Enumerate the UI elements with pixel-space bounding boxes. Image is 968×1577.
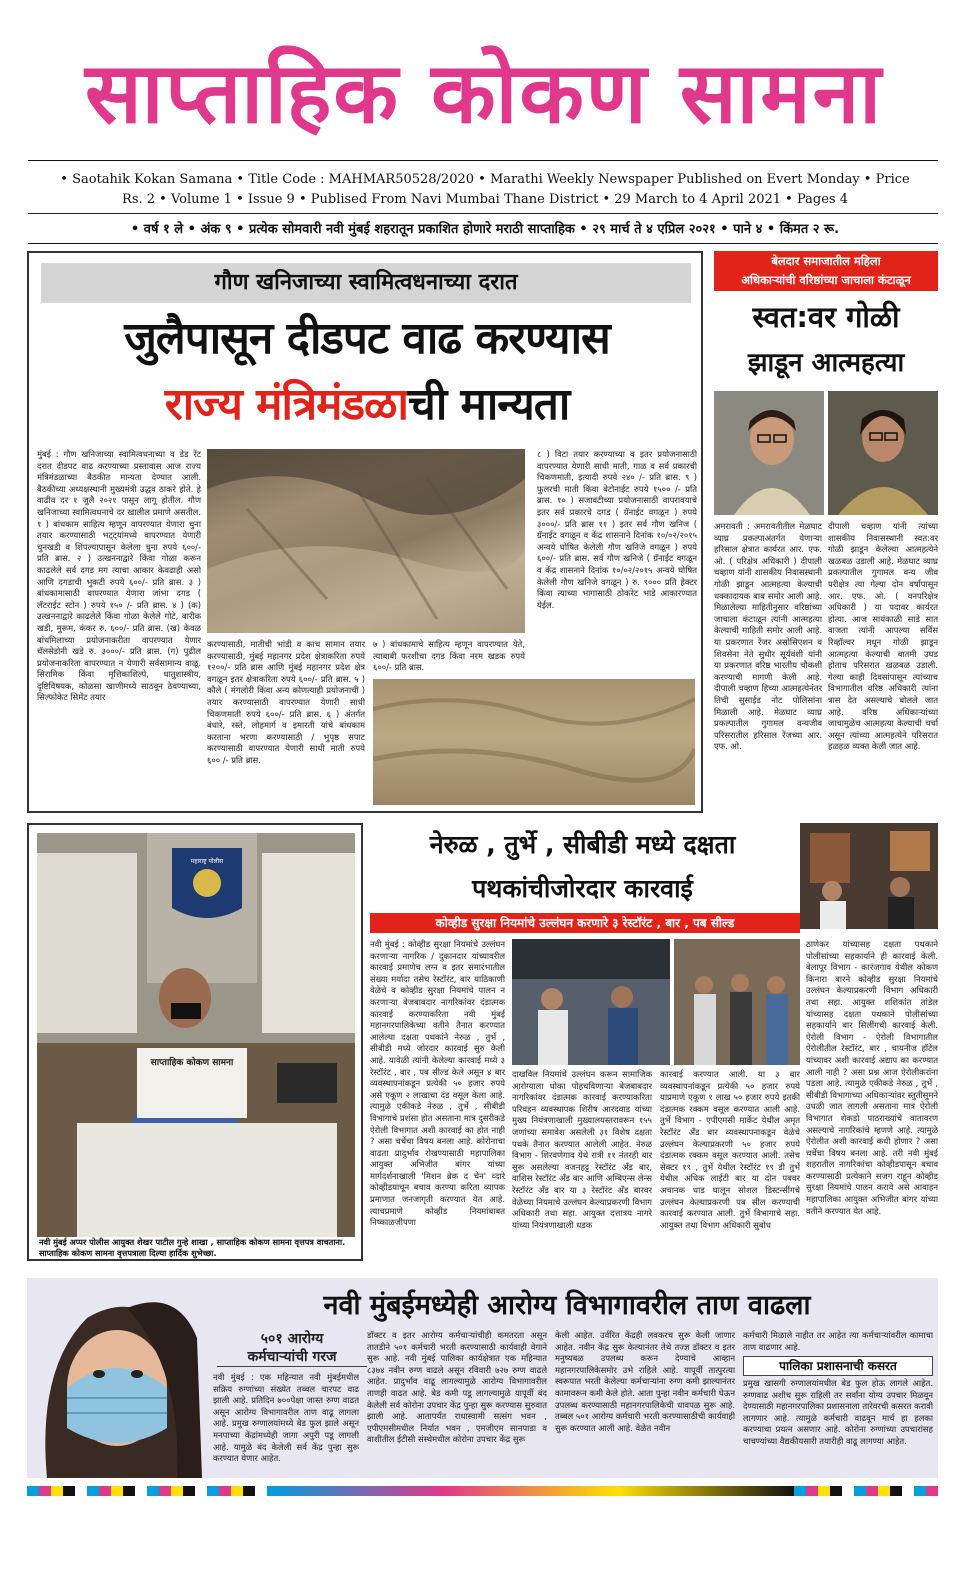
story-column: ठाणेकर यांच्यासह दक्षता पथकाने पोलीसांच्या सहकार्याने ही कारवाई केली. बेलापूर विभाग - कारंजगाव येथील कोकण किनारा बारने कोव्हीड सुरक्षा नियमांचे उल्लंघन केल्याप्रकरणी विभाग अधिकारी तथा सहा. आयुक्त शशिकांत तांडेल यांच्यासह दक्षता पथकाने पोलीसांच्या सहकार्याने बार सिलींगची कारवाई केली. ऐरोली विभाग - ऐरोली विभागातील ऐरोलीतील रेस्टॉरंट, बार , चायनीज हॉटेल यांच्यावर अशी कारवाई अद्याप का करण्यात आली नाही ? असा प्रश्न आज ऐरोलीकरांना पडला आहे. त्यामुळे एकीकडे नेरुळ , तुर्भे , सीबीडी विभागाच्या अधिकाऱ्यांवर स्तुतीसुमने उधळी जात लागली असताना मात्र ऐरोली विभागात शेकडो पाठराख्यांचे वातावरण असल्याचे नागरिकांचे म्हणणे आहे. त्यामुळे ऐरोलीत अशी कारवाई कधी होणार ? असा चर्चेचा विषय बनला आहे. तरी नवी मुंबई शहरातील नागरिकांचा कोव्हीडपासून बचाव करण्यासाठी प्रत्येकाने सजग राहून कोव्हीड सुरक्षा नियमांचे पालन करावे असे आवाहन महापालिका आयुक्त अभिजीत बांगर यांच्या वतीने करण्यात येत आहे. (806, 939, 938, 1216)
portrait-photo (714, 391, 824, 515)
masthead-title: साप्ताहिक कोकण सामना (84, 44, 884, 142)
quarry-texture (207, 449, 525, 633)
side-head-2: कर्मचाऱ्यांची गरज (217, 1348, 367, 1367)
story-column: करण्यासाठी, मातीची भांडी व काच सामान तयार करण्यासाठी, मुंबई महानगर प्रदेश क्षेत्राकरिता रुपये १२००/- प्रति ब्रास आणि मुंबई महानगर प्रदेश क्षेत्र वगळून इतर क्षेत्राकरिता रुपये ६००/- प्रति ब्रास. ५ ) कौले ( मंगलोरी किंवा अन्य कोणत्याही प्रयोजनाची ) तयार करण्यासाठी वापरण्यात येणारी साधी चिकणमाती रुपये ६००/- प्रति ब्रास. ६ ) अंतर्गत बंधारे, रस्ते, लोहमार्ग व इमारती यांचे बांधकाम करताना भरणा करण्यासाठी / भुपृष्ठ सपाट करण्यासाठी वापरण्यात येणारी साधी माती रुपये ६०० /- प्रति ब्रास. (207, 639, 365, 765)
story-column: कारवाई करण्यात आली. या ३ बार व्यवस्थापनांकडून प्रत्येकी ५० हजार रुपये याप्रमाणे एकूण १ लाख ५० हजार रुपये इतकी दंडात्मक रक्कम वसूल करण्यात आली आहे. तुर्भे विभाग - एपीएमसी मार्केट येथील अमृत रेस्टॉरंट अँड बार व्यवस्थापनाकडून वेळेचे उल्लंघन केल्याप्रकरणी ५० हजार रुपये दंडात्मक रक्कम वसूल करण्यात आली. तसेच सेक्टर १९ , तुर्भे येथील रेस्टॉरंट १९ डी तुर्भे येथील अधिक लाईटी बार या दोन पबवर अचानक धाड घालून सोशल डिस्टन्सींगचे उल्लंघन केल्याप्रकरणी पब सील करण्याची कारवाई करण्यात आली. तुर्भे विभागाचे सहा. आयुक्त तथा विभाग अधिकारी सुबोध (660, 1069, 800, 1230)
story-vigilance (370, 823, 938, 1261)
divider (28, 213, 938, 214)
story-headline-2 (37, 375, 697, 435)
kicker-line: बेलदार समाजातील महिला (771, 254, 881, 268)
raid-photo-small (800, 823, 938, 929)
story-column: दाखविल नियमांचे उल्लंघन करून सामाजिक आरोग्याला धोका पोहचविणाऱ्या बेजबाबदार नागरिकांवर दंडात्मक कारवाई करण्याकरिता परिवहन व्यवस्थापक शिरीष आरदवाड यांच्या मुख्य नियंत्रणाखाली मुख्यालयस्तरावरून १५५ जणांच्या समावेश असलेली ३१ विशेष दक्षता पथके तैनात करण्यात आलेली आहेत. नेरुळ विभाग - शिरवणेगाव येथे रात्री ११ नंतरही बार सुरू असलेल्या वजनहट्ट रेस्टॉरंट अँड बार, वाशिस रेस्टॉरंट अँड बार आणि अम्बिएन्स लेन्स रेस्टॉरंट अँड बार या ३ रेस्टॉरंट अँड बारवर वेळेच्या नियमाचे उल्लंघन केल्याप्रकरणी विभाग अधिकारी तथा सहा. आयुक्त दत्तात्रय नागरे यांच्या नियंत्रणाखाली धडक (512, 1069, 652, 1230)
story-subhead: कोव्हीड सुरक्षा नियमांचे उल्लंघन करणारे ३ रेस्टॉरंट , बार , पब सील्ड (370, 913, 800, 933)
story-kicker: गौण खनिजाच्या स्वामित्वधनाच्या दरात (41, 263, 691, 303)
story-headline-2: पथकांचीजोरदार कारवाई (472, 874, 693, 903)
raid-scene (674, 939, 800, 1065)
story-headline: नेरुळ , तुर्भे , सीबीडी मध्ये दक्षता (429, 830, 736, 859)
portrait-figure (714, 391, 824, 515)
office-scene (37, 833, 355, 1237)
kicker-line: अधिकाऱ्यांची वरिष्ठांच्या जाचाला कंटाळून (741, 273, 911, 287)
police-badge-icon: महाराष्ट्र पोलीस (190, 858, 224, 865)
raid-photo-right (674, 939, 800, 1065)
story-photo-officer (27, 823, 363, 1261)
raid-scene (800, 823, 938, 929)
story-column: ८ ) विटा तयार करण्याच्या व इतर प्रयोजनासाठी वापरण्यात येणारी साधी माती, गाळ व सर्व प्रकारची चिकणमाती, इत्यादी रुपये २४० /- प्रति ब्रास. ९ ) फुलरची माती किंवा बेटोनाईट रुपये १५०० /- प्रति ब्रास. १० ) सजावटीच्या प्रयोजनासाठी वापरावयाचे इतर सर्व प्रकारचे दगड ( ग्रॅनाईट वगळून ) रुपये ३०००/- प्रति ब्रास ११ ) इतर सर्व गौण खनिज ( ग्रॅनाईट वगळून व केंद्र शासनाने दिनांक १०/०२/२०१५ अन्वये घोषित केलेली गौण खनिजे वगळून ) रुपये ६००/- प्रति ब्रास. सर्व गौण खनिजे ( ग्रॅनाईट वगळून व केंद्र शासनाने दिनांक १०/०२/२०१५ अन्वये घोषित केलेली गौण खनिजे वगळून ) रु. ९००० प्रति हेक्टर किंवा त्याच्या भागासाठी ठोकरेट भाडे आकारण्यात येईल. (537, 449, 697, 610)
meta-english-line2: Rs. 2 • Volume 1 • Issue 9 • Publised From Navi Mumbai Thane District • 29 March to 4 April 2021 • Pages 4 (122, 192, 848, 207)
color-calibration-bar (27, 1486, 938, 1496)
headline-red-part: राज्य मंत्रिमंडळा (164, 379, 408, 430)
story-column: प्रमुख खासगी रुग्णालयांमधील बेड फुल होऊ लागले आहेत. रुग्णवाढ अशीच सुरू राहिली तर सर्वांना योग्य उपचार मिळवून देण्यासाठी महानगरपालिका प्रशासनाला तारेवरची कसरत करावी लागणार आहे. त्यामुळे कर्मचारी वाढवून मार्च हा हलका करण्याचा प्रयत्न असणार आहे. कोरोना रुग्णांच्या उपचारांसह चाचण्यांच्या वैद्यकीयसारी तयारीही वाढू लागण्या आहेत. (743, 1378, 933, 1446)
story-column: अमरावती : अमरावतीतील मेळघाट व्याघ्र प्रकल्पाअंतर्गत येणाऱ्या हरिसाल क्षेत्रात कार्यरत आर. एफ. ओ. ( परिक्षेत्र अधिकारी ) दीपाली चव्हाण यांनी शासकीय निवासस्थानी गोळी झाडून आत्महत्या केल्याची धक्कादायक बाब समोर आली आहे. मिळालेल्या माहितीनुसार वरिष्ठांच्या जाचाला कंटाळून त्यांनी आत्महत्या केल्याची माहिती समोर आली आहे. या प्रकरणात रेंजर असोसिएशन व शिवसेना नेते सुधीर सूर्यवंशी यांनी या प्रकरणात वरिष्ठ भारतीय चौकशी करण्याची मागणी केली आहे. दीपाली चव्हाण हिच्या आत्महत्येनंतर तिची सुसाईड नोट पोलिसांना मिळाली आहे. मेळघाट व्याघ्र प्रकल्पातील गुगामल वन्यजीव परिसरातील हरिसाल रेंजच्या आर. एफ. ओ. (714, 521, 822, 752)
portrait-photo-uniform (828, 391, 938, 515)
quarry-photo (207, 449, 525, 633)
meta-english-line1: • Saotahik Kokan Samana • Title Code : MAHMAR50528/2020 • Marathi Weekly Newspaper Published on Evert Monday • Price (60, 172, 910, 187)
story-column: डॉक्टर व इतर आरोग्य कर्मचाऱ्यांचीही कमतरता असून तातडीने ५०१ कर्मचारी भरती करण्यासाठी कार्यवाही वेगाने सुरू आहे. नवी मुंबई पालिका कार्यक्षेत्रात एक महिन्यात ८३७४ नवीन रुग्ण वाढले असून रविवारी ७२७ रुग्ण वाढले आहेत. प्रादुर्भाव वाढू लागल्यामुळे आरोग्य विभागावरील ताणही वाढत आहे. बेड कमी पडू लागल्यामुळे यापूर्वी बंद केलेली सर्व कोरोना उपचार केंद्र पुन्हा सुरू करण्यास सुरुवात झाली आहे. आतापर्यंत राधास्वामी सत्संग भवन , एपीएमसीमधील निर्यात भवन , एमजीएम सानपाडा व वाशीतील ईटीसी संस्थेमधील कोरोना उपचार केंद्र सुरू (367, 1330, 547, 1445)
divider (28, 160, 938, 161)
story-column: कर्मचारी मिळाले नाहीत तर आहेत त्या कर्मचाऱ्यांवरील कामाचा ताण वाढणार आहे. (743, 1330, 933, 1352)
soil-texture (373, 679, 695, 805)
story-kicker (714, 251, 938, 291)
side-box-head: पालिका प्रशासनाची कसरत (743, 1356, 933, 1376)
officer-photo (37, 833, 355, 1237)
story-column: नवी मुंबई : कोव्हीड सुरक्षा नियमांचे उल्लंघन करणाऱ्या नागरिक / दुकानदार यांच्यावरील कारवाई प्रमाणेच लग्न व इतर समारंभातील संख्या मर्यादा तसेच रेस्टॉरंट, बार याठिकाणी वेळेचे व कोव्हीड सुरक्षा नियमांचे पालन न करणाऱ्या बेजबाबदार नागरिकांवर दंडात्मक कारवाई करण्याकरिता नवी मुंबई महानगरपालिकेच्या वतीने तैनात करण्यात आलेल्या दक्षता पथकांने नेरुळ , तुर्भे , सीबीडी मध्ये जोरदार कारवाई सुरु केली आहे. यावेळी त्यांनी केलेल्या कारवाई मध्ये ३ रेस्टॉरंट , बार , पब सील्ड केले असून ४ बार व्यवस्थापनांकडून प्रत्येकी ५० हजार रुपये असे एकूण २ लाखाचा दंड वसूल केला आहे. त्यामुळे एकीकडे नेरुळ , तुर्भे , सीबीडी विभागाचे प्रशंसा होत असताना मात्र दुसरीकडे ऐरोली विभागात अशी कारवाई का होत नाही ? असा चर्चेचा विषय बनला आहे. कोरोनाचा वाढता प्रादुर्भाव रोखण्यासाठी महापालिका आयुक्त अभिजीत बांगर यांच्या मार्गदर्शनाखाली 'मिशन ब्रेक द चेन' व्दारे कोव्हीडयाचून बचाव करण्या करिता व्यापक प्रमाणात जनजागृती करण्यात येत आहे. त्याचप्रमाणे कोव्हीड नियमांबाबत निष्काळजीपणा (370, 939, 505, 1228)
story-column: मुंबई : गौण खनिजाच्या स्वामित्वधनाच्या व डेड रेंट दरात दीडपट वाढ करण्याच्या प्रस्तावास आज राज्य मंत्रिमंडळाच्या बैठकीत मान्यता देण्यात आली. बैठकीच्या अध्यक्षस्थानी मुख्यमंत्री उद्धव ठाकरे होते. हे वाढीव दर १ जुलै २०२१ पासून लागू होतील. गौण खनिजाच्या स्वामित्वधनाचे दर खालील प्रमाणे असतील. १ ) बांधकाम साहित्य म्हणून वापरण्यात येणारा चुना तयार करण्यासाठी भट्ट्यांमध्ये वापरण्यात येणारी चुनखडी व शिंपल्यापासून केलेला चुना रुपये ६००/- प्रति ब्रास. २ ) उत्खननाद्वारे किंवा गोळा करून काढलेले सर्व दगड मग त्याचा आकार केवढाही असो आणि दगडाची भुकटी रुपये ६००/- प्रति ब्रास. ३ ) बांधकामासाठी वापरण्यात येणारा जांभा दगड ( लॅटराईट स्टोन ) रुपये १५० /- प्रति ब्रास. ४ ) (क) उत्खननाद्वारे काढलेले किंवा गोळा केलेले गोटे, बारीक खडी, मुरूम, कंकर रु. ६००/- प्रति ब्रास. (ख) केवळ बांधमिलाच्या प्रयोजनाकरीता वापरण्यात येणार चॅलसेडोनी खडे रु. ३०००/- प्रति ब्रास. (ग) पुढील प्रयोजनाकरिता वापरण्यात न येणारी सर्वसामान्य वाळू. सिरामिक किंवा मृत्तिकाशिल्पे, धातुशास्त्रीय, दृष्टिविषयक, कोळसा खाणीमध्ये साठवून ठेवण्याच्या, सिल्फोकेट सिमेंट तयार (37, 449, 201, 703)
masked-woman-illustration (27, 1278, 207, 1478)
story-headline-2: झाडून आत्महत्या (747, 348, 905, 378)
story-column: ७ ) बांधकामाचे साहित्य म्हणून वापरण्यात येते, त्याबाबी फरशीचा दगड किंवा नरम खडक रुपये ६००/- प्रति ब्रास. (373, 639, 525, 673)
meta-marathi-line: • वर्ष १ ले • अंक ९ • प्रत्येक सोमवारी नवी मुंबई शहरातून प्रकाशित होणारे मराठी साप्ताहिक • २९ मार्च ते ४ एप्रिल २०२१ • पाने ४ • किंमत २ रू. (130, 222, 840, 237)
story-column: केली आहेत. उर्वरित केंद्रही लवकरच सुरू केली जाणार आहेत. नवीन केंद्र सुरू केल्यानंतर तेथे तज्ज्ञ डॉक्टर व इतर मनुष्यबळ उपलब्ध करून देण्याचे आव्हान महानगरपालिकेसमोर उभे राहिले आहे. यापूर्वी तात्पुरत्या स्वरूपात भरती केलेल्या कर्मचाऱ्यांना रुग्ण कमी झाल्यानंतर कामावरून कमी केले होते. आता पुन्हा नवीन कर्मचारी घेऊन उपलब्ध करण्यासाठी महानगरपालिकेची धावपळ सुरू आहे. तब्बल ५०१ आरोग्य कर्मचारी भरती करण्यासाठीची कार्यवाही सुरू करण्यात आली आहे. वेळेत नवीन (555, 1330, 735, 1433)
raid-photo-left (512, 939, 670, 1065)
story-headline: जुलैपासून दीडपट वाढ करण्यास (124, 313, 610, 364)
story-headline: स्वत:वर गोळी (752, 300, 900, 334)
portrait-figure (828, 391, 938, 515)
headline-black-part: ची मान्यता (407, 379, 570, 430)
story-minerals (27, 251, 703, 813)
story-suicide (714, 251, 938, 813)
photo-caption: नवी मुंबई अप्पर पोलीस आयुक्त शेखर पाटील गुन्हे शाखा , साप्ताहिक कोकण सामना वृत्तपत्र वाचताना. साप्ताहिक कोकण सामना वृत्तपत्राला दिल्या हार्दिक शुभेच्छा. (39, 1237, 346, 1258)
masked-woman-icon (27, 1278, 207, 1478)
story-health (27, 1278, 938, 1478)
soil-photo (373, 679, 695, 805)
story-column: दीपाली चव्हाण यांनी त्यांच्या शासकीय निवासस्थानी स्वत:वर गोळी झाडून केलेल्या आत्महत्येने खळबळ उडाली आहे. मेळघाट व्याघ्र प्रकल्पातील गुगामल वन्य जीव परीक्षेत्र त्या गेल्या दोन वर्षापासून आर. एफ. ओ. ( वनपरिक्षेत्र अधिकारी ) या पदावर कार्यरत होत्या. आज सायंकाळी साडे सात वाजता त्यांनी आपल्या सर्विस रिव्हॉल्वर मधून गोळी झाडून आत्महत्या केल्याची बातमी उघड होताच परिसरात खळबळ उडाली. गेल्या काही दिवसांपासून त्यांच्याच विभागातील वरिष्ठ अधिकारी त्यांना त्रास देत असल्याचे बोलले जात आहे. वरिष्ठ अधिकाऱ्यांच्या जाचामुळेच आत्महत्या केल्याची चर्चा असून त्यांच्या आत्महत्येने परिसरात हळहळ व्यक्त केली जात आहे. (828, 521, 938, 752)
divider (28, 243, 938, 244)
story-headline: नवी मुंबईमध्येही आरोग्य विभागावरील ताण वाढला (323, 1290, 811, 1321)
story-column: नवी मुंबई : एक महिन्यात नवी मुंबईमधील सक्रिय रुग्णांच्या संख्येत तब्बल चारपट वाढ झाली आहे. प्रतिदिन ७००पेक्षा जास्त रुग्ण वाढत असून आरोग्य विभागावरील ताण वाढू लागला आहे. प्रमुख रुग्णालयांमध्ये बेड फुल झाले असून मनपाच्या केंद्रांमध्येही जागा अपुरी पडू लागली आहे. यामुळे बंद केलेली सर्व केंद्र पुन्हा सुरू करण्यात येणार आहेत. (213, 1372, 359, 1464)
newspaper-in-hand: साप्ताहिक कोकण सामना (150, 1058, 234, 1068)
side-head: ५०१ आरोग्य (260, 1331, 324, 1347)
raid-scene (512, 939, 670, 1065)
